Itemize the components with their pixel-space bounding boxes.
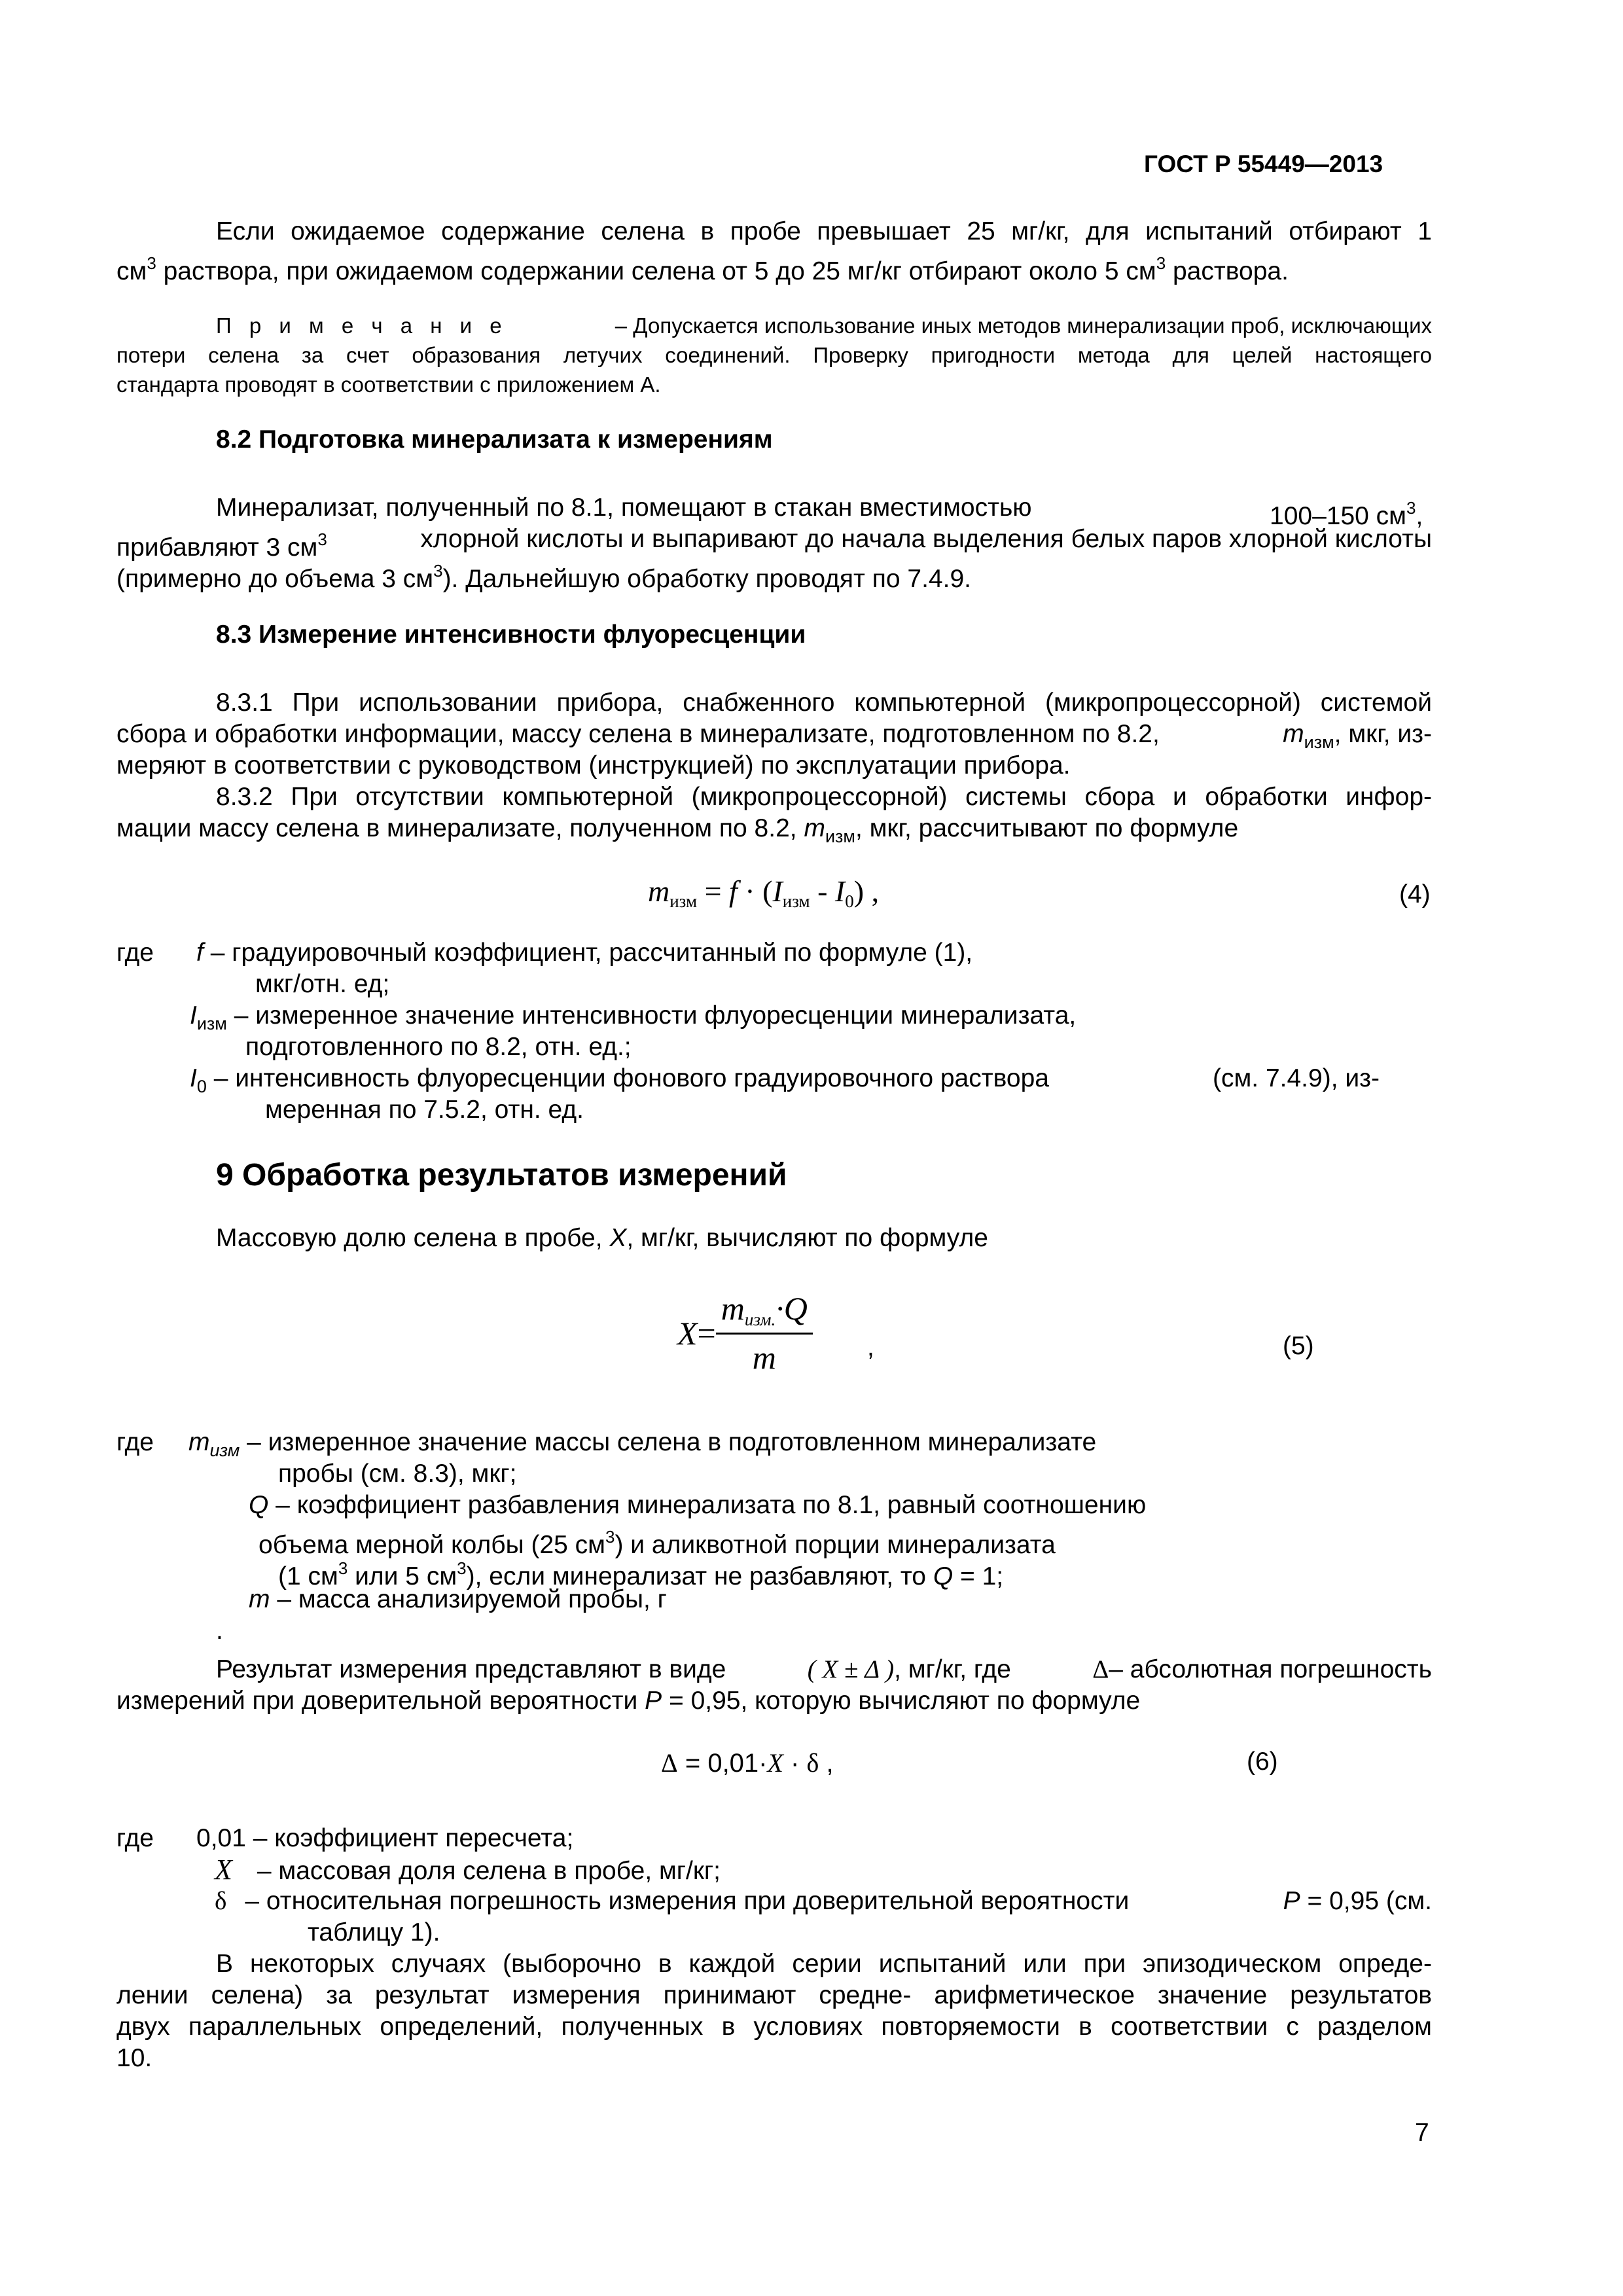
equation-5-number: (5)	[1283, 1332, 1314, 1360]
page-number: 7	[1415, 2119, 1429, 2147]
final-line-4: 10.	[116, 2044, 152, 2072]
where-4-gde: где	[116, 939, 154, 967]
intro-line-2: $см^3$ раствора, при ожидаемом содержании селена от 5 до 25 мг/кг отбирают около 5 $см^3$ раствора.	[116, 253, 1289, 285]
s83-p1-line-1: 8.3.1 При использовании прибора, снабженного компьютерной (микропроцессорной) системой	[216, 689, 1432, 717]
final-line-1: В некоторых случаях (выборочно в каждой серии испытаний или при эпизодическом опреде-	[216, 1950, 1432, 1978]
final-line-2: лении селена) за результат измерения принимают средне- арифметическое значение результатов	[116, 1981, 1432, 2009]
note-line-1: П р и м е ч а н и е – Допускается использование иных методов минерализации проб, исключающих	[216, 314, 1432, 338]
note-line-3: стандарта проводят в соответствии с приложением А.	[116, 372, 661, 397]
intro-line-1: Если ожидаемое содержание селена в пробе превышает 25 мг/кг, для испытаний отбирают 1	[216, 217, 1432, 245]
where-5-m-2: пробы (см. 8.3), мкг;	[278, 1460, 517, 1488]
s82-line-1a: Минерализат, полученный по 8.1, помещают в стакан вместимостью	[216, 493, 1032, 522]
section-9-title: 9 Обработка результатов измерений	[216, 1158, 787, 1193]
where-4-i-2: подготовленного по 8.2, отн. ед.;	[245, 1033, 632, 1061]
where-5-q-3: (1 $см^3$ или 5 $см^3$), если минерализат не разбавляют, то Q = 1;	[278, 1558, 1004, 1590]
s83-p1-line-3: меряют в соответствии с руководством (инструкцией) по эксплуатации прибора.	[116, 751, 1071, 780]
where-4-i0-2: меренная по 7.5.2, отн. ед.	[265, 1096, 584, 1124]
equation-4: $m_{изм} = f \cdot (I_{изм} - I_0)$ ,	[648, 874, 880, 911]
where-5-q-2: объема мерной колбы (25 $см^3$) и аликвотной порции минерализата	[259, 1527, 1056, 1559]
equation-4-number: (4)	[1399, 880, 1431, 908]
result-line-2: измерений при доверительной вероятности P = 0,95, которую вычисляют по формуле	[116, 1687, 1141, 1715]
where-4-i0-ref: (см. 7.4.9), из-	[1213, 1064, 1380, 1092]
where-6-gde: где	[116, 1824, 154, 1852]
section-8-2-title: 8.2 Подготовка минерализата к измерениям	[216, 425, 773, 454]
s82-line-3: (примерно до объема 3 $см^3$). Дальнейшую обработку проводят по 7.4.9.	[116, 561, 971, 593]
where-4-i0: $I_0$ – интенсивность флуоресценции фонового градуировочного раствора	[190, 1064, 1049, 1096]
where-4-f: f – градуировочный коэффициент, рассчитанный по формуле (1),	[196, 939, 973, 967]
s82-line-1b: 100–150 $см^3$,	[1270, 498, 1423, 530]
where-5-m: $m_{изм}$ – измеренное значение массы селена в подготовленном минерализате	[188, 1428, 1097, 1460]
where-4-f-2: мкг/отн. ед;	[255, 970, 390, 998]
equation-6: Δ = 0,01·X · δ ,	[661, 1748, 834, 1778]
where-5-m-mass: m – масса анализируемой пробы, г	[249, 1585, 667, 1613]
where-5-dot: .	[216, 1617, 223, 1645]
where-6-delta: δ – относительная погрешность измерения при доверительной вероятности P = 0,95 (см.	[215, 1887, 1432, 1915]
where-6-delta-2: таблицу 1).	[308, 1918, 440, 1946]
where-6-coef: 0,01 – коэффициент пересчета;	[196, 1824, 574, 1852]
section-8-3-title: 8.3 Измерение интенсивности флуоресценции	[216, 620, 806, 649]
equation-5-comma: ,	[867, 1333, 874, 1361]
equation-5: X = $\frac{m_{изм.}\cdot Q}{m}$	[677, 1289, 813, 1376]
s83-p1-line-2: сбора и обработки информации, массу селена в минерализате, подготовленном по 8.2, $m_{изм}$, мкг, из-	[116, 720, 1432, 752]
note-line-2: потери селена за счет образования летучих соединений. Проверку пригодности метода для целей настоящего	[116, 343, 1432, 367]
s83-p2-line-2: мации массу селена в минерализате, полученном по 8.2, $m_{изм}$, мкг, рассчитывают по формуле	[116, 814, 1239, 846]
s82-line-2: прибавляют 3 $см^3$ хлорной кислоты и выпаривают до начала выделения белых паров хлорной кислоты	[116, 525, 1432, 562]
document-header: ГОСТ Р 55449—2013	[1144, 151, 1383, 177]
equation-6-number: (6)	[1247, 1748, 1278, 1776]
final-line-3: двух параллельных определений, полученных в условиях повторяемости в соответствии с разделом	[116, 2013, 1432, 2041]
result-line-1: Результат измерения представляют в виде ( X ± Δ ), мг/кг, где Δ– абсолютная погрешность	[216, 1655, 1432, 1683]
where-6-x: X – массовая доля селена в пробе, мг/кг;	[215, 1854, 721, 1886]
s9-line-1: Массовую долю селена в пробе, X, мг/кг, вычисляют по формуле	[216, 1224, 988, 1252]
where-4-i: $I_{изм}$ – измеренное значение интенсивности флуоресценции минерализата,	[190, 1001, 1077, 1033]
where-5-q: Q – коэффициент разбавления минерализата по 8.1, равный соотношению	[249, 1491, 1147, 1519]
where-5-gde: где	[116, 1428, 154, 1456]
s83-p2-line-1: 8.3.2 При отсутствии компьютерной (микропроцессорной) системы сбора и обработки инфор-	[216, 783, 1432, 811]
